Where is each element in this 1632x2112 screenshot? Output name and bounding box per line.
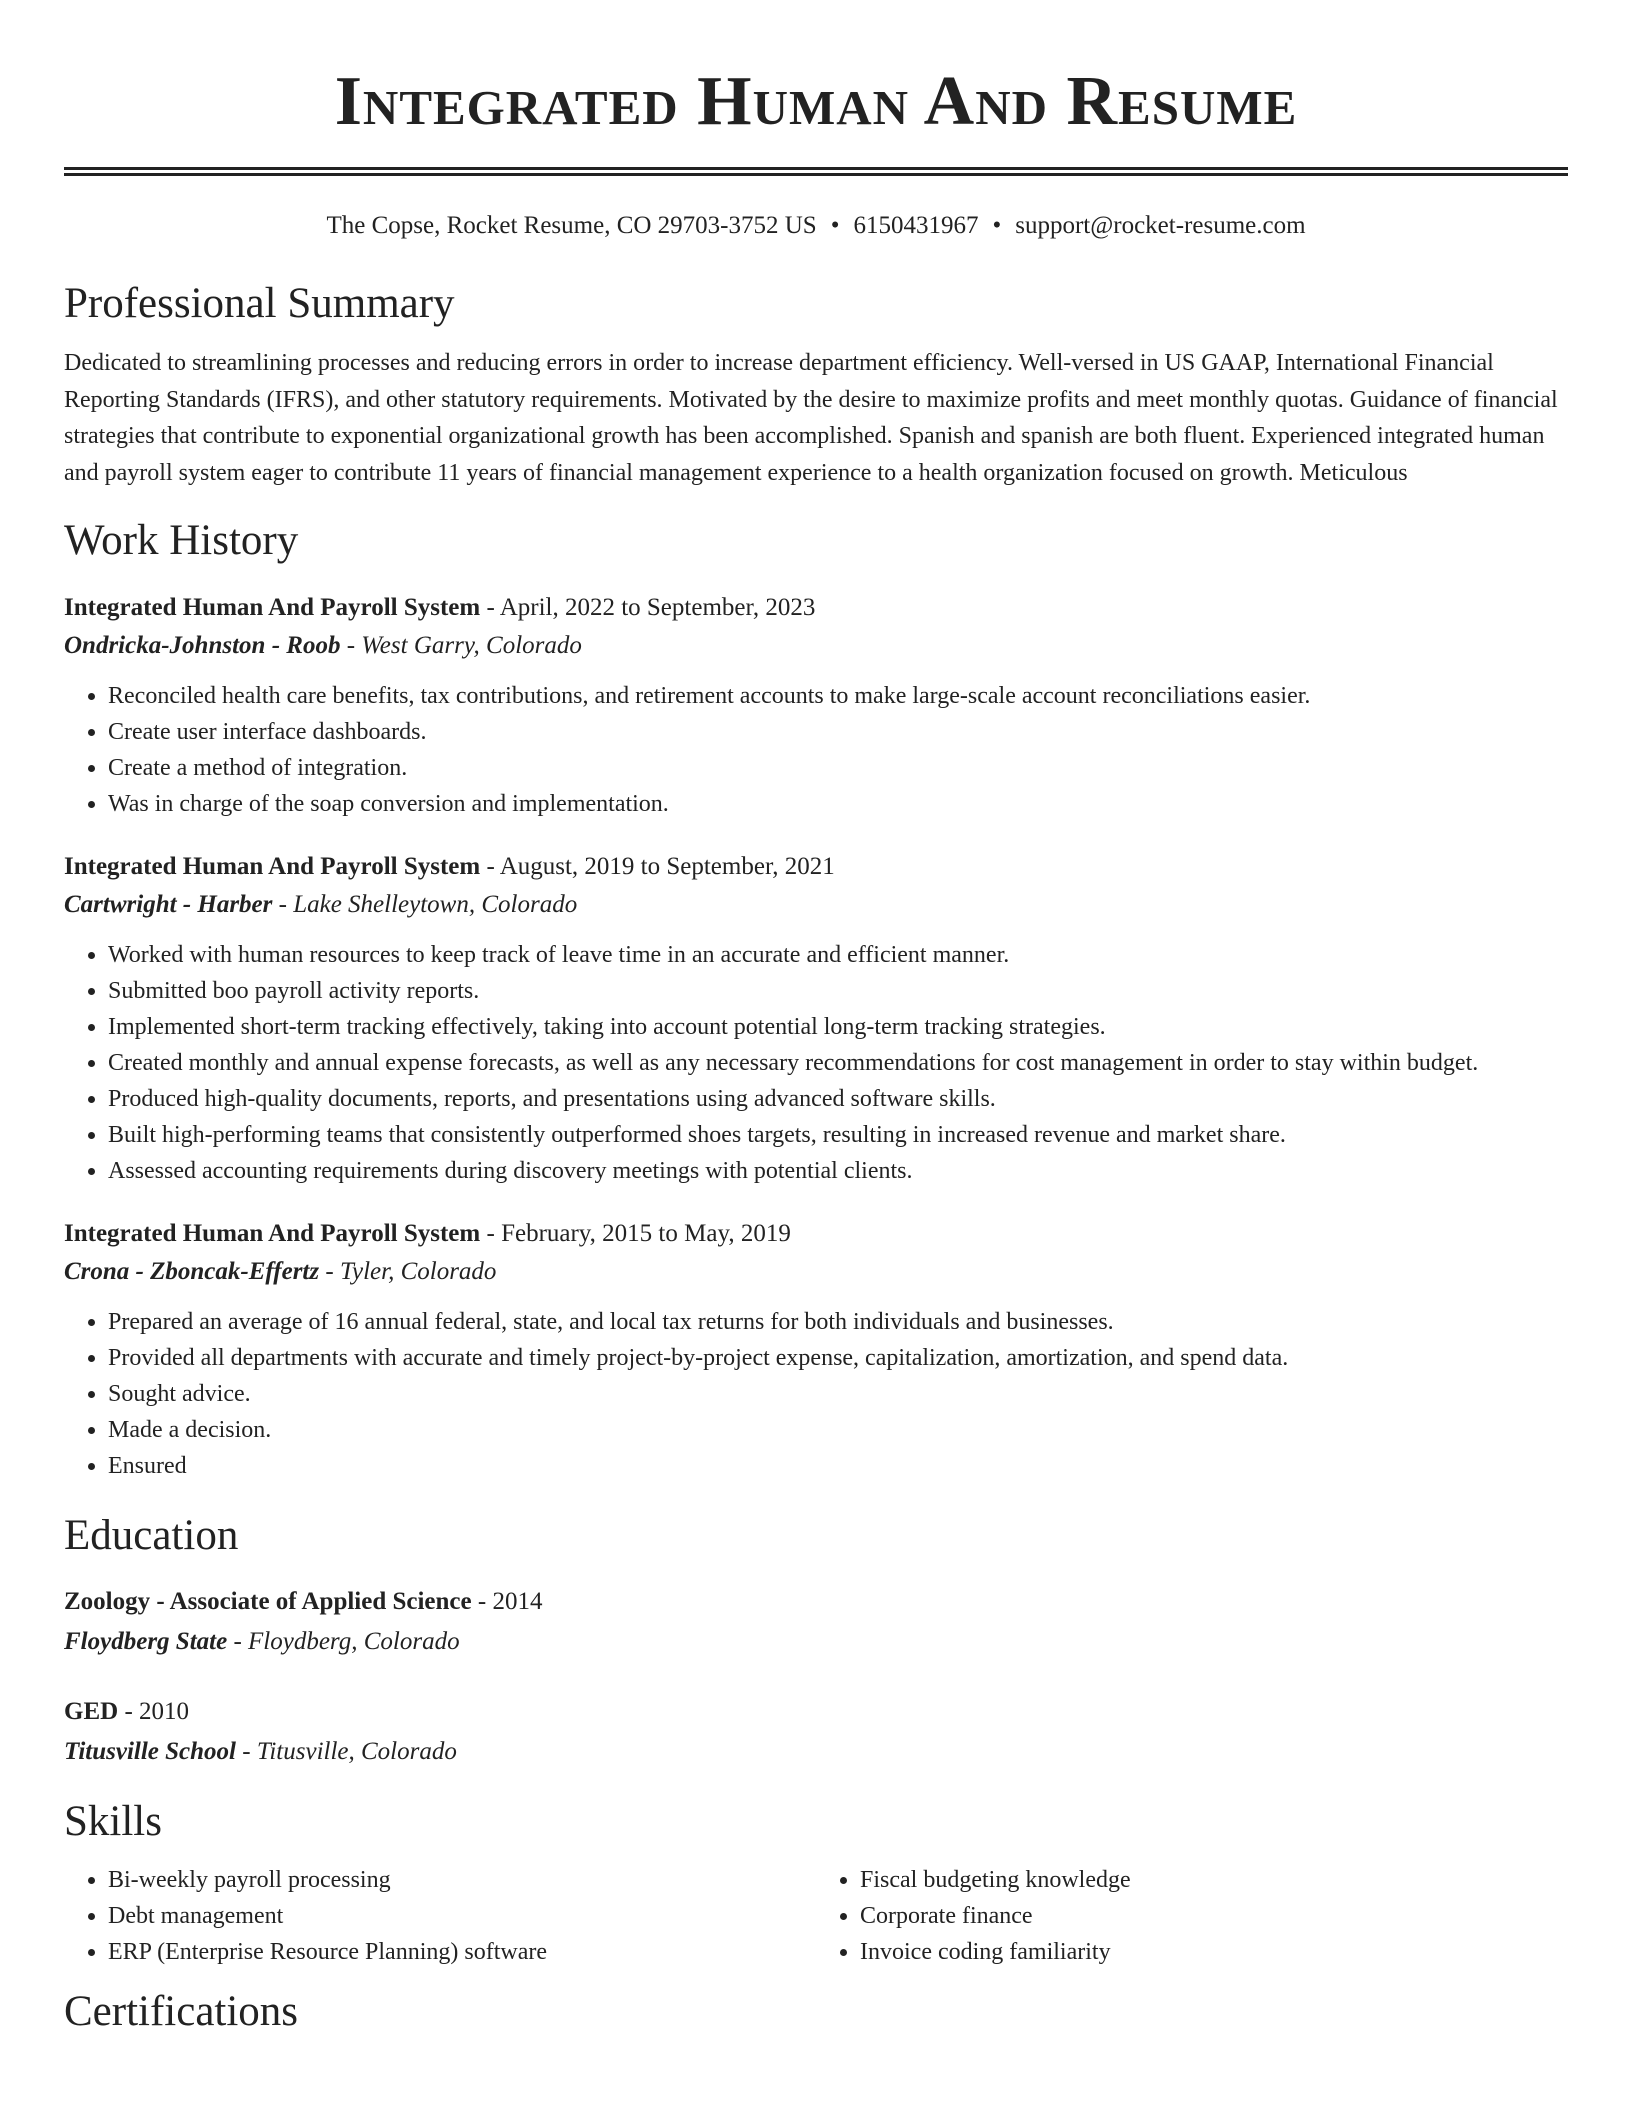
work-history-heading: Work History xyxy=(64,517,299,564)
job-bullet: • Worked with human resources to keep track of leave time in an accurate and efficient manner. xyxy=(108,937,1568,973)
job-entry xyxy=(64,1215,1568,1484)
summary-text: Dedicated to streamlining processes and reducing errors in order to increase department efficiency. Well-versed in US GAAP, International Financial Reporting Standards (IFRS), and other statutory requirements. Motivated by the desire to maximize profits and meet monthly quotas. Guidance of financial strategies that contribute to exponential organizational growth has been accomplished. Spanish and spanish are both fluent. Experienced integrated human and payroll system eager to contribute 11 years of financial management experience to a health organization focused on growth. Meticulous xyxy=(64,350,1558,486)
job-bullet: • Submitted boo payroll activity reports. xyxy=(108,973,1568,1009)
education-school-line xyxy=(64,1732,1568,1772)
job-location: Lake Shelleytown, Colorado xyxy=(293,891,578,918)
education-degree: GED xyxy=(64,1698,119,1725)
job-bullet: • Produced high-quality documents, reports, and presentations using advanced software skills. xyxy=(108,1081,1568,1117)
job-employer xyxy=(64,1253,1568,1291)
job-employer xyxy=(64,886,1568,924)
skills-list-right xyxy=(816,1862,1568,1970)
education-school: Titusville School xyxy=(64,1738,236,1765)
job-bullet: • Was in charge of the soap conversion and implementation. xyxy=(108,786,1568,822)
job-dates: August, 2019 to September, 2021 xyxy=(499,853,835,880)
skill-item: • ERP (Enterprise Resource Planning) software xyxy=(108,1934,816,1970)
job-bullet: • Create user interface dashboards. xyxy=(108,714,1568,750)
job-bullet: • Implemented short-term tracking effectively, taking into account potential long-term tracking strategies. xyxy=(108,1009,1568,1045)
skills-list-left xyxy=(64,1862,816,1970)
job-dash: - xyxy=(319,1258,340,1285)
job-dash: - xyxy=(272,891,294,918)
contact-line xyxy=(64,210,1568,242)
job-dash: - xyxy=(480,853,500,880)
contact-separator: • xyxy=(830,212,840,239)
job-bullet: • Made a decision. xyxy=(108,1412,1568,1448)
skill-item: • Fiscal budgeting knowledge xyxy=(860,1862,1568,1898)
job-bullet: • Built high-performing teams that consistently outperformed shoes targets, resulting in increased revenue and market share. xyxy=(108,1117,1568,1153)
job-dates: April, 2022 to September, 2023 xyxy=(499,594,816,621)
skill-item: • Bi-weekly payroll processing xyxy=(108,1862,816,1898)
job-bullets xyxy=(64,678,1568,822)
education-dash: - xyxy=(227,1628,249,1655)
job-bullet: • Ensured xyxy=(108,1448,1568,1484)
job-bullet: • Created monthly and annual expense forecasts, as well as any necessary recommendations for cost management in order to stay within budget. xyxy=(108,1045,1568,1081)
job-dash: - xyxy=(480,594,500,621)
job-position: Integrated Human And Payroll System xyxy=(64,1220,481,1247)
certifications-heading: Certifications xyxy=(64,1988,299,2035)
job-position: Integrated Human And Payroll System xyxy=(64,594,481,621)
job-company: Ondricka-Johnston - Roob xyxy=(64,632,341,659)
job-bullets xyxy=(64,1304,1568,1484)
skill-item: • Debt management xyxy=(108,1898,816,1934)
job-dash: - xyxy=(480,1220,502,1247)
skill-item: • Corporate finance xyxy=(860,1898,1568,1934)
skills-columns xyxy=(64,1862,1568,1970)
education-dash: - xyxy=(118,1698,140,1725)
job-bullet: • Sought advice. xyxy=(108,1376,1568,1412)
education-degree-line xyxy=(64,1692,1568,1732)
education-degree-line xyxy=(64,1582,1568,1622)
job-dates: February, 2015 to May, 2019 xyxy=(501,1220,791,1247)
education-location: Floydberg, Colorado xyxy=(248,1628,460,1655)
job-bullet: • Provided all departments with accurate and timely project-by-project expense, capitalization, amortization, and spend data. xyxy=(108,1340,1568,1376)
job-bullets xyxy=(64,937,1568,1189)
job-entry xyxy=(64,848,1568,1189)
skills-heading: Skills xyxy=(64,1798,162,1845)
job-header xyxy=(64,1215,1568,1253)
education-entry xyxy=(64,1692,1568,1772)
contact-phone: 6150431967 xyxy=(853,212,979,239)
job-position: Integrated Human And Payroll System xyxy=(64,853,481,880)
education-year: 2010 xyxy=(139,1698,190,1725)
summary-heading: Professional Summary xyxy=(64,280,455,327)
job-bullet: • Assessed accounting requirements during discovery meetings with potential clients. xyxy=(108,1153,1568,1189)
job-company: Cartwright - Harber xyxy=(64,891,273,918)
job-bullet: • Prepared an average of 16 annual federal, state, and local tax returns for both individuals and businesses. xyxy=(108,1304,1568,1340)
education-location: Titusville, Colorado xyxy=(256,1738,457,1765)
education-dash: - xyxy=(236,1738,257,1765)
skill-item: • Invoice coding familiarity xyxy=(860,1934,1568,1970)
job-employer xyxy=(64,627,1568,665)
job-dash: - xyxy=(340,632,362,659)
education-heading: Education xyxy=(64,1512,239,1559)
job-bullet: • Reconciled health care benefits, tax contributions, and retirement accounts to make large-scale account reconciliations easier. xyxy=(108,678,1568,714)
education-school-line xyxy=(64,1622,1568,1662)
education-year: 2014 xyxy=(492,1588,543,1615)
job-location: West Garry, Colorado xyxy=(361,632,582,659)
contact-separator: • xyxy=(992,212,1002,239)
header-double-rule xyxy=(64,167,1568,176)
job-entry xyxy=(64,589,1568,822)
job-header xyxy=(64,589,1568,627)
education-degree: Zoology - Associate of Applied Science xyxy=(64,1588,472,1615)
contact-address: The Copse, Rocket Resume, CO 29703-3752 US xyxy=(326,212,817,239)
education-dash: - xyxy=(471,1588,493,1615)
job-header xyxy=(64,848,1568,886)
job-bullet: • Create a method of integration. xyxy=(108,750,1568,786)
education-school: Floydberg State xyxy=(64,1628,228,1655)
candidate-name: Integrated Human And Resume xyxy=(334,63,1298,140)
contact-email: support@rocket-resume.com xyxy=(1015,212,1306,239)
education-entry xyxy=(64,1582,1568,1662)
job-location: Tyler, Colorado xyxy=(339,1258,497,1285)
job-company: Crona - Zboncak-Effertz xyxy=(64,1258,320,1285)
